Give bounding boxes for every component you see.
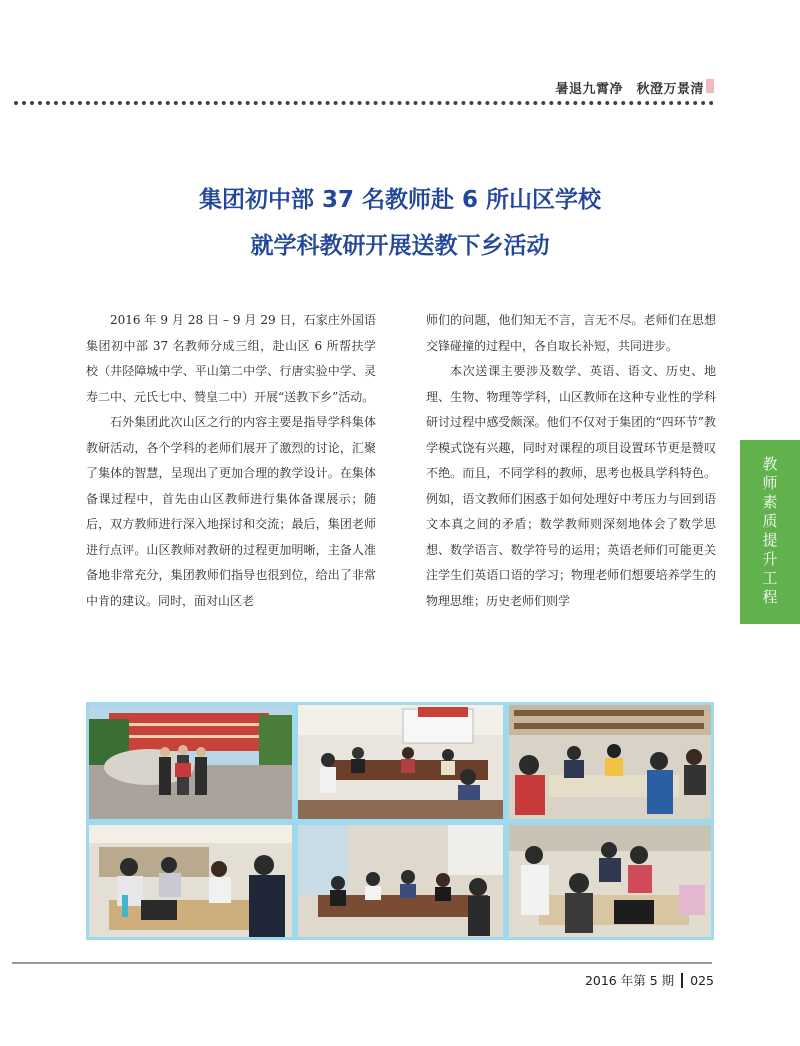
right-column	[426, 308, 716, 614]
photo-meeting-room	[298, 705, 503, 819]
title-line-2: 就学科教研开展送教下乡活动	[250, 233, 550, 259]
issue-label: 2016 年第 5 期	[584, 973, 675, 988]
paragraph: 师们的问题，他们知无不言，言无不尽。老师们在思想交锋碰撞的过程中，各自取长补短，共同进步。	[426, 313, 716, 353]
photo-laptop-group	[89, 825, 292, 937]
photo-teachers-discussing	[509, 825, 711, 937]
page-number: 025	[690, 972, 714, 988]
header-dotted-rule	[14, 101, 714, 105]
paragraph: 2016 年 9 月 28 日 – 9 月 29 日，石家庄外国语集团初中部 37 名教师分成三组，赴山区 6 所帮扶学校（井陉障城中学、平山第二中学、行唐实验中学、灵寿二中、元氏七中、赞皇二中）开展“送教下乡”活动。	[86, 313, 376, 404]
photo-collage	[86, 702, 714, 940]
footer-rule	[12, 962, 712, 964]
header-color-mark	[706, 79, 714, 93]
photo-school-gate	[89, 705, 292, 819]
section-side-tab: 教师素质提升工程	[740, 440, 800, 624]
footer-separator	[681, 973, 683, 988]
left-column	[86, 308, 376, 614]
paragraph: 石外集团此次山区之行的内容主要是指导学科集体教研活动，各个学科的老师们展开了激烈的讨论，汇聚了集体的智慧，呈现出了更加合理的教学设计。在集体备课过程中，首先由山区教师进行集体备课展示；随后，双方教师进行深入地探讨和交流；最后，集团老师进行点评。山区教师对教研的过程更加明晰，主备人准备地非常充分，集团教师们指导也很到位，给出了非常中肯的建议。同时，面对山区老	[86, 415, 376, 608]
photo-library-discussion	[509, 705, 711, 819]
header-slogan: 暑退九霄净 秋澄万景清	[555, 82, 704, 97]
article-title	[0, 177, 800, 269]
photo-classroom-table	[298, 825, 503, 937]
paragraph: 本次送课主要涉及数学、英语、语文、历史、地理、生物、物理等学科，山区教师在这种专业性的学科研讨过程中感受颇深。他们不仅对于集团的“四环节”教学模式饶有兴趣，同时对课程的项目设置环节更是赞叹不绝。而且，不同学科的教师，思考也极具学科特色。例如，语文教师们困惑于如何处理好中考压力与回到语文本真之间的矛盾；数学教师则深刻地体会了数学思想、数学语言、数学符号的运用；英语老师们可能更关注学生们英语口语的学习；物理老师们想要培养学生的物理思维；历史老师们则学	[426, 364, 716, 608]
title-line-1: 集团初中部 37 名教师赴 6 所山区学校	[198, 187, 602, 213]
page-footer	[585, 971, 714, 989]
